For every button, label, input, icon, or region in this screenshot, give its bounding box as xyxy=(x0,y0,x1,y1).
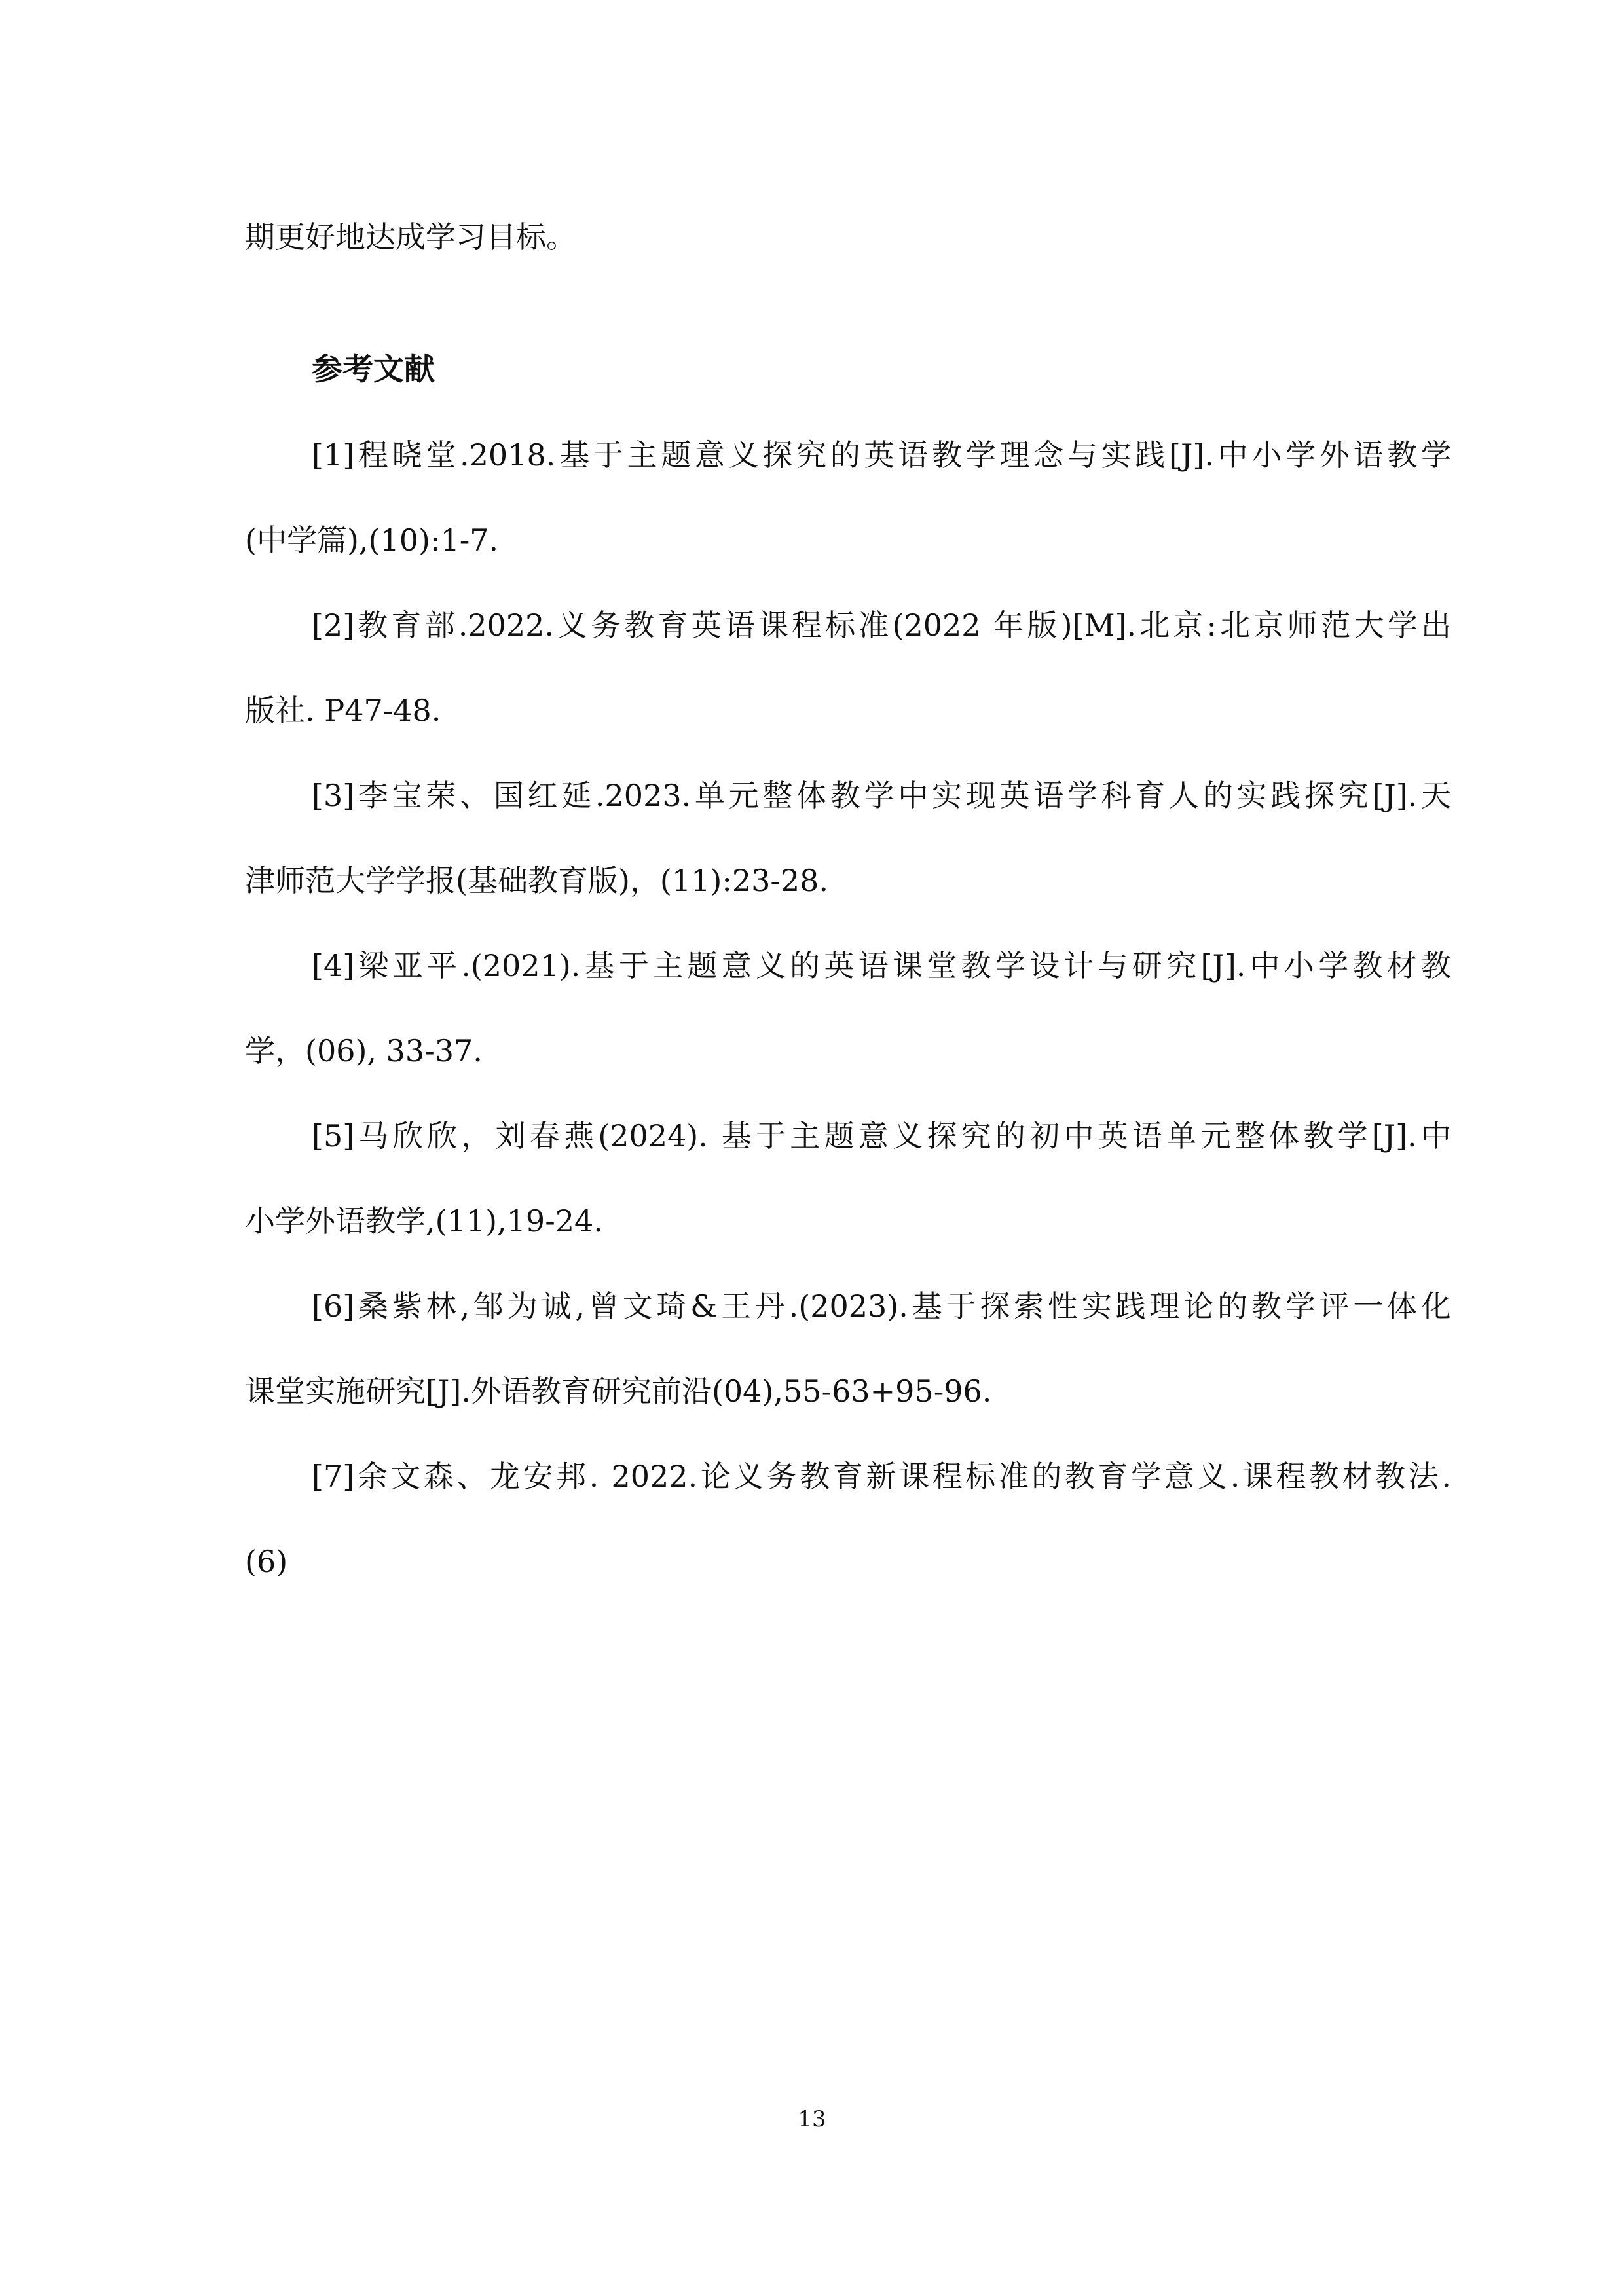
reference-4-line-1: [4]梁亚平.(2021).基于主题意义的英语课堂教学设计与研究[J].中小学教材教 xyxy=(312,948,1451,983)
reference-1-line-2: (中学篇),(10):1-7. xyxy=(245,522,499,558)
continuation-text: 期更好地达成学习目标。 xyxy=(245,219,576,255)
reference-3-line-2: 津师范大学学报(基础教育版)，(11):23-28. xyxy=(245,863,829,898)
reference-1-line-1: [1]程晓堂.2018.基于主题意义探究的英语教学理念与实践[J].中小学外语教学 xyxy=(312,437,1451,473)
reference-3-line-1: [3]李宝荣、国红延.2023.单元整体教学中实现英语学科育人的实践探究[J].天 xyxy=(312,778,1451,813)
references-heading: 参考文献 xyxy=(312,352,435,388)
reference-6-line-2: 课堂实施研究[J].外语教育研究前沿(04),55-63+95-96. xyxy=(245,1374,992,1409)
reference-6-line-1: [6]桑紫林,邹为诚,曾文琦&王丹.(2023).基于探索性实践理论的教学评一体化 xyxy=(312,1288,1451,1324)
reference-7-line-2: (6) xyxy=(245,1544,288,1579)
reference-7-line-1: [7]余文森、龙安邦. 2022.论义务教育新课程标准的教育学意义.课程教材教法. xyxy=(312,1459,1451,1494)
reference-4-line-2: 学，(06), 33-37. xyxy=(245,1033,483,1068)
reference-2-line-1: [2]教育部.2022.义务教育英语课程标准(2022 年版)[M].北京:北京师范大学出 xyxy=(312,608,1451,643)
reference-5-line-1: [5]马欣欣，刘春燕(2024). 基于主题意义探究的初中英语单元整体教学[J].中 xyxy=(312,1118,1451,1154)
reference-5-line-2: 小学外语教学,(11),19-24. xyxy=(245,1203,603,1239)
reference-2-line-2: 版社. P47-48. xyxy=(245,693,441,728)
page-number: 13 xyxy=(798,2106,826,2132)
